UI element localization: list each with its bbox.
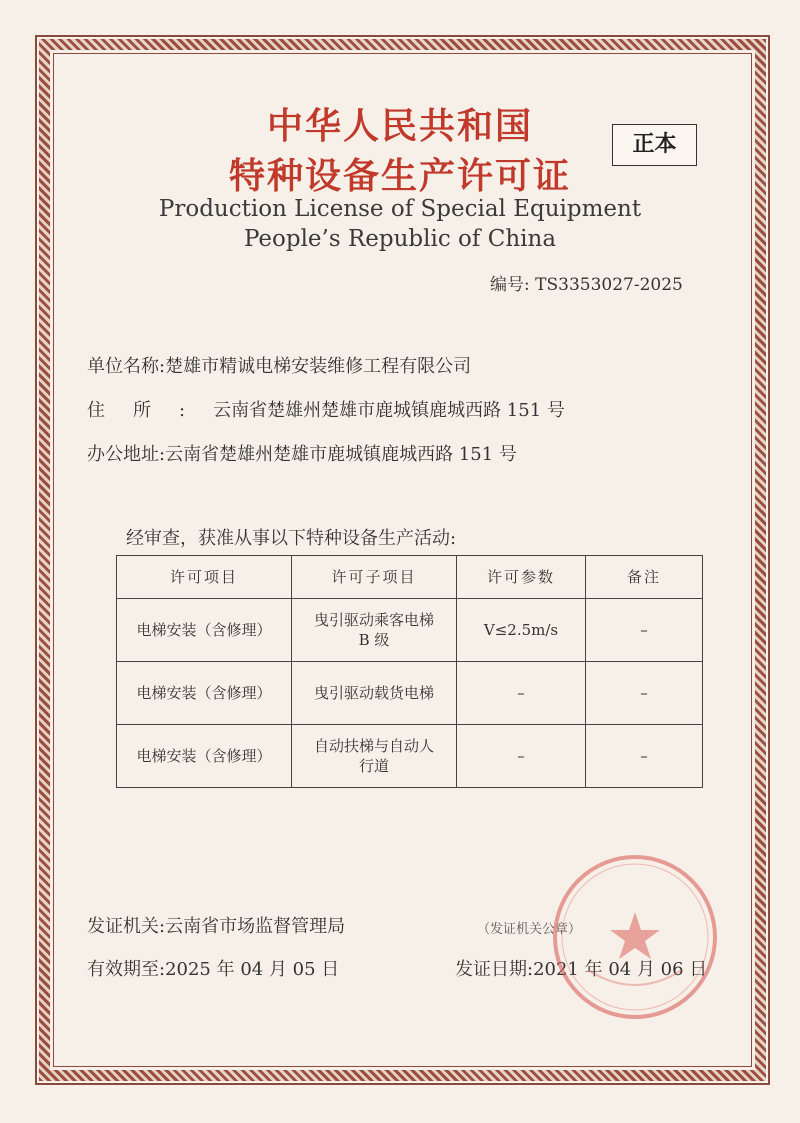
header-cell: 许可参数 (457, 556, 586, 599)
office-address: 云南省楚雄州楚雄市鹿城镇鹿城西路 151 号 (165, 444, 517, 465)
param-cell: – (457, 662, 586, 725)
table-row (117, 725, 703, 788)
office-row (87, 440, 517, 466)
header-cell: 备注 (586, 556, 703, 599)
serial-value: TS3353027-2025 (535, 275, 683, 295)
param-cell: V≤2.5m/s (457, 599, 586, 662)
title-en-line1: Production License of Special Equipment (158, 196, 642, 222)
permit-table (116, 555, 703, 788)
company-name-row (87, 352, 471, 378)
subitem-line: 曳引驱动载货电梯 (313, 684, 434, 702)
office-label: 办公地址: (87, 444, 166, 465)
company-name-label: 单位名称: (87, 356, 166, 377)
company-name: 楚雄市精诚电梯安装维修工程有限公司 (165, 356, 472, 377)
title-zh-line1: 中华人民共和国 (266, 106, 533, 147)
original-badge: 正本 (612, 124, 697, 166)
serial-number (490, 270, 683, 295)
serial-label: 编号: (490, 275, 530, 295)
table-header-row (117, 556, 703, 599)
authority-label: 发证机关: (87, 916, 166, 937)
note-cell: – (586, 599, 703, 662)
issue-date-value: 2021 年 04 月 06 日 (533, 959, 708, 980)
issuing-authority (87, 912, 345, 938)
subitem-cell (292, 599, 457, 662)
subitem-cell (292, 725, 457, 788)
permit-intro: 经审查，获准从事以下特种设备生产活动: (126, 528, 457, 549)
authority-name: 云南省市场监督管理局 (165, 916, 346, 937)
param-cell: – (457, 725, 586, 788)
valid-label: 有效期至: (87, 959, 166, 980)
subitem-line: B 级 (358, 631, 390, 649)
valid-until (87, 955, 339, 981)
subitem-line: 曳引驱动乘客电梯 (313, 611, 434, 629)
table-row (117, 662, 703, 725)
item-cell: 电梯安装（含修理） (117, 725, 292, 788)
table-row (117, 599, 703, 662)
item-cell: 电梯安装（含修理） (117, 662, 292, 725)
item-cell: 电梯安装（含修理） (117, 599, 292, 662)
valid-date: 2025 年 04 月 05 日 (165, 959, 340, 980)
note-cell: – (586, 725, 703, 788)
address-label: 住所: (87, 400, 214, 421)
title-zh-line2: 特种设备生产许可证 (228, 156, 571, 197)
stamp-note: （发证机关公章） (477, 922, 582, 937)
note-cell: – (586, 662, 703, 725)
subitem-line: 行道 (358, 757, 389, 775)
address: 云南省楚雄州楚雄市鹿城镇鹿城西路 151 号 (213, 400, 565, 421)
issue-date (455, 955, 707, 981)
subitem-line: 自动扶梯与自动人 (313, 737, 434, 755)
subitem-cell (292, 662, 457, 725)
issue-label: 发证日期: (455, 959, 534, 980)
address-row (87, 396, 565, 422)
header-cell: 许可项目 (117, 556, 292, 599)
title-en-line2: People’s Republic of China (243, 226, 557, 252)
header-cell: 许可子项目 (292, 556, 457, 599)
